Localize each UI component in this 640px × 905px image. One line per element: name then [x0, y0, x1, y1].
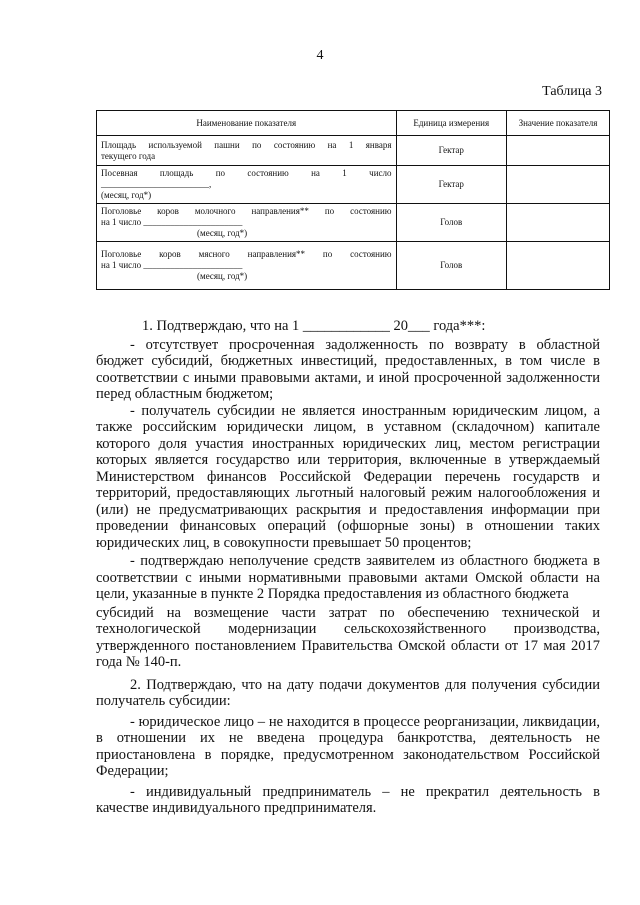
indicator-name-line: на 1 число ______________________	[101, 260, 243, 270]
value-cell	[507, 136, 610, 166]
indicator-name-line: Поголовье коров молочного направления** по состоянию	[101, 206, 392, 216]
value-cell	[507, 204, 610, 242]
body-text	[96, 318, 600, 817]
indicator-name-hint: (месяц, год*)	[101, 190, 152, 200]
indicator-name-cell	[97, 204, 397, 242]
indicator-name-line: на 1 число ______________________	[101, 217, 243, 227]
indicator-name-hint: (месяц, год*)	[197, 228, 248, 238]
header-unit: Единица измерения	[396, 111, 507, 136]
paragraph-confirm-2: 2. Подтверждаю, что на дату подачи документов для получения субсидии получатель субсидии:	[96, 676, 600, 709]
table-header-row	[97, 111, 610, 136]
unit-cell: Гектар	[396, 166, 507, 204]
paragraph-subsidy-purpose: субсидий на возмещение части затрат по обеспечению технической и технологической модернизации сельскохозяйственного производства, утвержденного постановлением Правительства Омской области от 17 мая 2017 года № 140-п.	[96, 604, 600, 670]
indicator-name-line: Площадь используемой пашни по состоянию на 1 января	[101, 139, 392, 150]
table-row	[97, 166, 610, 204]
indicator-name-line: текущего года	[101, 150, 156, 161]
paragraph-legal-entity-cont: приостановлена в порядке, предусмотренном законодательством Российской Федерации;	[96, 746, 600, 779]
indicator-name-cell	[97, 166, 397, 204]
unit-cell: Голов	[396, 204, 507, 242]
value-cell	[507, 242, 610, 290]
header-indicator-name: Наименование показателя	[97, 111, 397, 136]
paragraph-no-funds: - подтверждаю неполучение средств заявителем из областного бюджета в соответствии с иными нормативными правовыми актами Омской области на цели, указанные в пункте 2 Порядка предоставления из областного бюджета	[96, 553, 600, 602]
paragraph-no-debt: - отсутствует просроченная задолженность по возврату в областной бюджет субсидий, бюджетных инвестиций, предоставленных, в том числе в соответствии с иными правовыми актами, и иной просроченной задолженности перед областным бюджетом;	[96, 336, 600, 402]
value-cell	[507, 166, 610, 204]
unit-cell: Голов	[396, 242, 507, 290]
table-row	[97, 204, 610, 242]
unit-cell: Гектар	[396, 136, 507, 166]
table-row	[97, 136, 610, 166]
header-value: Значение показателя	[507, 111, 610, 136]
page-number: 4	[316, 48, 324, 63]
paragraph-legal-entity: - юридическое лицо – не находится в процессе реорганизации, ликвидации, в отношении их не введена процедура банкротства, деятельность не	[96, 713, 600, 746]
indicator-name-line: ________________________,	[101, 179, 212, 189]
paragraph-not-foreign: - получатель субсидии не является иностранным юридическим лицом, а также российским юридически лицом, в уставном (складочном) капитале которого доля участия иностранных юридических лиц, местом регистрации которых является государство или территория, включенные в утверждаемый Министерством финансов Российской Федерации перечень государств и территорий, предоставляющих льготный налоговый режим налогообложения и (или) не предусматривающих раскрытия и предоставления информации при проведении финансовых операций (офшорные зоны) в отношении таких юридических лиц, в совокупности превышает 50 процентов;	[96, 402, 600, 551]
paragraph-confirm-1: 1. Подтверждаю, что на 1 ____________ 20___ года***:	[142, 318, 486, 334]
paragraph-entrepreneur: - индивидуальный предприниматель – не прекратил деятельность в качестве индивидуального предпринимателя.	[96, 783, 600, 816]
indicator-name-cell	[97, 136, 397, 166]
indicator-name-hint: (месяц, год*)	[197, 271, 248, 281]
indicator-name-line: Поголовье коров мясного направления** по состоянию	[101, 249, 392, 259]
indicator-name-line: Посевная площадь по состоянию на 1 число	[101, 168, 392, 178]
indicators-table	[96, 110, 610, 290]
table-row	[97, 242, 610, 290]
table-label: Таблица 3	[542, 84, 602, 99]
indicator-name-cell	[97, 242, 397, 290]
